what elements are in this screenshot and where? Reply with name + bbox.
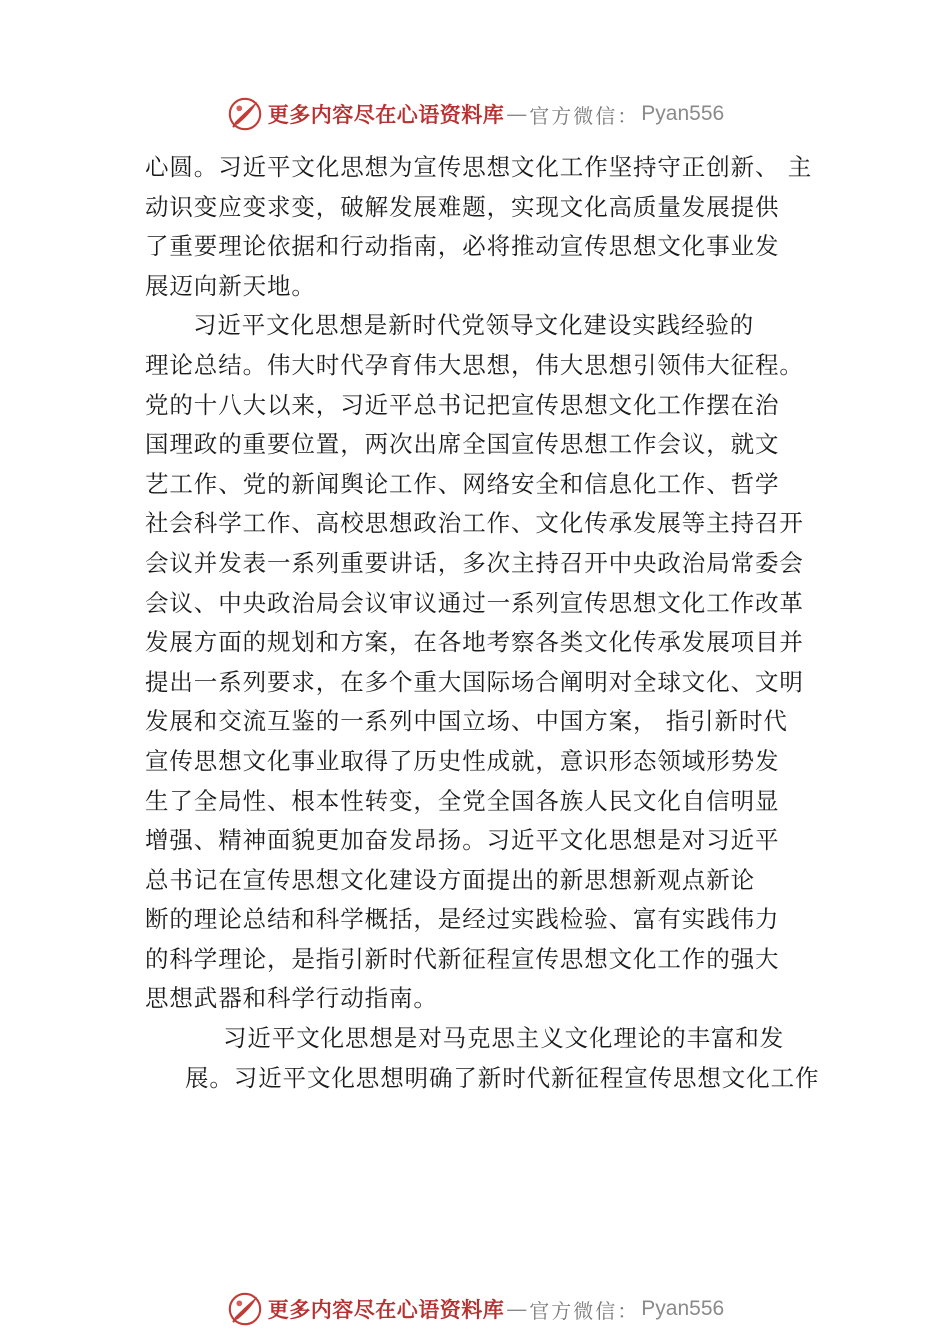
text-line: 思想武器和科学行动指南。 <box>145 984 438 1013</box>
quill-pen-logo-icon <box>226 95 264 133</box>
text-line: 展迈向新天地。 <box>145 271 316 300</box>
text-line: 发展方面的规划和方案，在各地考察各类文化传承发展项目并 <box>145 628 804 657</box>
footer-banner <box>0 1287 950 1331</box>
quill-pen-logo-icon <box>226 1290 264 1328</box>
text-line: 动识变应变求变，破解发展难题，实现文化高质量发展提供 <box>145 192 780 221</box>
text-line: 国理政的重要位置，两次出席全国宣传思想工作会议，就文 <box>145 430 780 459</box>
footer-wechat-id: Pyan556 <box>641 1297 725 1320</box>
text-line: 增强、精神面貌更加奋发昂扬。习近平文化思想是对习近平 <box>145 826 780 855</box>
text-line: 心圆。习近平文化思想为宣传思想文化工作坚持守正创新、 主 <box>145 153 813 181</box>
paragraph-start-line: 习近平文化思想是新时代党领导文化建设实践经验的 <box>193 311 755 340</box>
text-line: 断的理论总结和科学概括，是经过实践检验、富有实践伟力 <box>145 905 780 934</box>
header-banner <box>0 92 950 136</box>
text-line: 发展和交流互鉴的一系列中国立场、中国方案， 指引新时代 <box>145 707 788 736</box>
text-line: 会议并发表一系列重要讲话，多次主持召开中央政治局常委会 <box>145 548 804 577</box>
text-line: 的科学理论，是指引新时代新征程宣传思想文化工作的强大 <box>145 944 780 973</box>
text-line: 社会科学工作、高校思想政治工作、文化传承发展等主持召开 <box>145 509 804 538</box>
document-body <box>145 148 820 1098</box>
header-brand-text: 更多内容尽在心语资料库 <box>267 102 505 127</box>
text-line: 艺工作、党的新闻舆论工作、网络安全和信息化工作、哲学 <box>145 469 780 498</box>
text-line: 了重要理论依据和行动指南，必将推动宣传思想文化事业发 <box>145 232 780 261</box>
footer-dash: — <box>506 1297 528 1321</box>
paragraph-start-line: 习近平文化思想是对马克思主义文化理论的丰富和发 <box>223 1024 785 1053</box>
header-wechat-label: 官方微信： <box>529 103 640 128</box>
text-line: 提出一系列要求，在多个重大国际场合阐明对全球文化、文明 <box>145 667 804 696</box>
footer-wechat-label: 官方微信： <box>529 1298 640 1323</box>
header-dash: — <box>506 102 528 126</box>
header-wechat-id: Pyan556 <box>641 102 725 125</box>
text-line: 总书记在宣传思想文化建设方面提出的新思想新观点新论 <box>145 865 755 894</box>
text-line: 会议、中央政治局会议审议通过一系列宣传思想文化工作改革 <box>145 588 804 617</box>
text-line: 理论总结。伟大时代孕育伟大思想，伟大思想引领伟大征程。 <box>145 350 804 379</box>
text-line: 生了全局性、根本性转变，全党全国各族人民文化自信明显 <box>145 786 780 815</box>
text-line: 宣传思想文化事业取得了历史性成就，意识形态领域形势发 <box>145 746 780 775</box>
text-line: 展。习近平文化思想明确了新时代新征程宣传思想文化工作 <box>185 1063 820 1092</box>
text-line: 党的十八大以来，习近平总书记把宣传思想文化工作摆在治 <box>145 390 780 419</box>
footer-brand-text: 更多内容尽在心语资料库 <box>267 1297 505 1322</box>
